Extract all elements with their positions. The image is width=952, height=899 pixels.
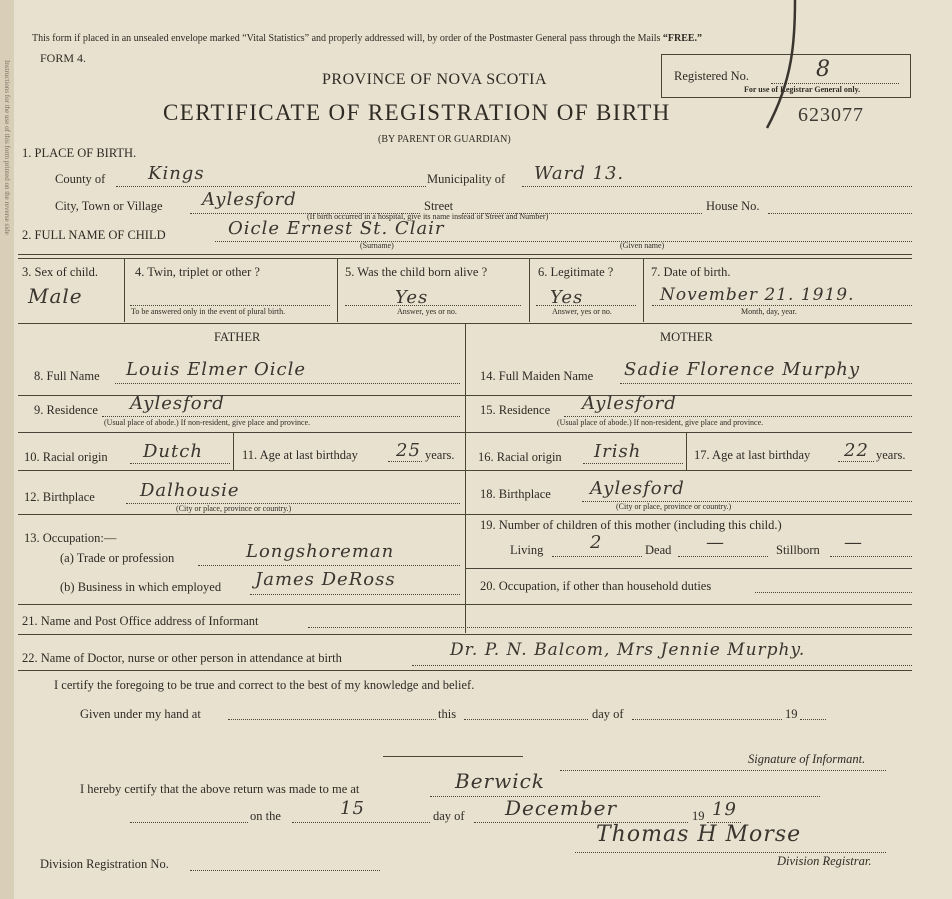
return-statement: I hereby certify that the above return was made to me at (80, 782, 360, 796)
side-instructions-text: Instructions for the use of this form printed on the reverse side (3, 60, 11, 235)
dead-label: Dead (645, 543, 672, 557)
dead-value: — (706, 532, 725, 553)
city-value: Aylesford (202, 189, 297, 210)
hospital-note: (If birth occurred in a hospital, give its name instead of Street and Number) (307, 212, 549, 221)
legitimate-note: Answer, yes or no. (552, 307, 612, 316)
division-registration-label: Division Registration No. (40, 857, 169, 871)
mother-occupation-label: 20. Occupation, if other than household duties (480, 579, 712, 593)
legitimate-label: 6. Legitimate ? (538, 265, 614, 279)
day-of-label: day of (592, 707, 624, 721)
twin-note: To be answered only in the event of plural birth. (131, 307, 286, 316)
stillborn-label: Stillborn (776, 543, 820, 557)
sex-value: Male (28, 284, 83, 308)
surname-note: (Surname) (360, 241, 394, 250)
province-title: PROVINCE OF NOVA SCOTIA (322, 71, 548, 88)
living-value: 2 (590, 532, 603, 553)
father-racial-label: 10. Racial origin (24, 450, 108, 464)
date-label: 7. Date of birth. (651, 265, 731, 279)
street-label: Street (424, 199, 454, 213)
stamped-number: 623077 (798, 104, 864, 126)
county-label: County of (55, 172, 106, 186)
municipality-label: Municipality of (427, 172, 506, 186)
alive-value: Yes (395, 287, 429, 308)
father-trade-label: (a) Trade or profession (60, 551, 175, 565)
child-name-label: 2. FULL NAME OF CHILD (22, 228, 166, 242)
father-business-label: (b) Business in which employed (60, 580, 222, 594)
registered-mark: 8 (816, 57, 831, 82)
father-trade-value: Longshoreman (246, 541, 395, 562)
mother-birthplace-value: Aylesford (590, 478, 685, 499)
doctor-label: 22. Name of Doctor, nurse or other person in attendance at birth (22, 651, 342, 665)
county-value: Kings (148, 163, 205, 184)
return-place-value: Berwick (455, 769, 545, 793)
mother-children-label: 19. Number of children of this mother (including this child.) (480, 518, 782, 532)
mother-birthplace-note: (City or place, province or country.) (616, 502, 732, 511)
father-age-value: 25 (396, 440, 421, 461)
return-day-value: 15 (340, 798, 365, 819)
mother-racial-label: 16. Racial origin (478, 450, 562, 464)
place-of-birth-label: 1. PLACE OF BIRTH. (22, 146, 137, 160)
father-birthplace-note: (City or place, province or country.) (176, 504, 292, 513)
mother-racial-value: Irish (594, 441, 642, 462)
signature-of-informant-label: Signature of Informant. (748, 752, 866, 766)
return-month-value: December (505, 796, 618, 820)
registrar-signature: Thomas H Morse (596, 822, 802, 847)
mother-age-label: 17. Age at last birthday (694, 448, 811, 462)
mother-residence-value: Aylesford (582, 393, 677, 414)
date-value: November 21. 1919. (660, 285, 855, 305)
city-label: City, Town or Village (55, 199, 163, 213)
living-label: Living (510, 543, 544, 557)
certificate-title: CERTIFICATE OF REGISTRATION OF BIRTH (163, 100, 671, 125)
father-birthplace-value: Dalhousie (140, 480, 240, 501)
registered-note: For use of Registrar General only. (744, 85, 861, 94)
father-age-label: 11. Age at last birthday (242, 448, 358, 462)
division-registrar-label: Division Registrar. (777, 854, 872, 868)
certificate-subtitle: (BY PARENT OR GUARDIAN) (378, 134, 511, 145)
father-residence-note: (Usual place of abode.) If non-resident, give place and province. (104, 418, 311, 427)
father-heading: FATHER (214, 330, 261, 344)
child-name-value: Oicle Ernest St. Clair (228, 218, 445, 239)
municipality-value: Ward 13. (534, 163, 625, 184)
on-the-label: on the (250, 809, 281, 823)
father-name-value: Louis Elmer Oicle (126, 359, 307, 380)
informant-label: 21. Name and Post Office address of Informant (22, 614, 259, 628)
alive-note: Answer, yes or no. (397, 307, 457, 316)
father-business-value: James DeRoss (255, 569, 396, 590)
date-note: Month, day, year. (741, 307, 797, 316)
return-day-of-label: day of (433, 809, 465, 823)
mother-heading: MOTHER (660, 330, 713, 344)
legitimate-value: Yes (550, 287, 584, 308)
return-year-value: 19 (712, 799, 737, 820)
given-name-note: (Given name) (620, 241, 665, 250)
twin-label: 4. Twin, triplet or other ? (135, 265, 260, 279)
stillborn-value: — (844, 532, 863, 553)
father-racial-value: Dutch (143, 441, 203, 462)
mail-notice: This form if placed in an unsealed envelope marked “Vital Statistics” and properly addressed will, by order of the Postmaster General pass through the Mails “FREE.” (32, 33, 703, 44)
father-name-label: 8. Full Name (34, 369, 100, 383)
mother-age-value: 22 (844, 440, 869, 461)
father-birthplace-label: 12. Birthplace (24, 490, 95, 504)
mother-years: years. (876, 448, 906, 462)
father-residence-label: 9. Residence (34, 403, 98, 417)
year-prefix: 19 (785, 707, 798, 721)
mother-birthplace-label: 18. Birthplace (480, 487, 551, 501)
house-label: House No. (706, 199, 760, 213)
doctor-value: Dr. P. N. Balcom, Mrs Jennie Murphy. (450, 640, 806, 660)
father-years: years. (425, 448, 455, 462)
registered-label: Registered No. (674, 69, 749, 83)
form-number: FORM 4. (40, 51, 87, 65)
mother-name-value: Sadie Florence Murphy (624, 359, 861, 380)
mother-residence-label: 15. Residence (480, 403, 551, 417)
mother-residence-note: (Usual place of abode.) If non-resident, give place and province. (557, 418, 764, 427)
given-label: Given under my hand at (80, 707, 201, 721)
sex-label: 3. Sex of child. (22, 265, 99, 279)
alive-label: 5. Was the child born alive ? (345, 265, 488, 279)
father-residence-value: Aylesford (130, 393, 225, 414)
mother-name-label: 14. Full Maiden Name (480, 369, 594, 383)
certify-statement: I certify the foregoing to be true and correct to the best of my knowledge and belief. (54, 678, 475, 692)
this-label: this (438, 707, 457, 721)
father-occupation-label: 13. Occupation:— (24, 531, 117, 545)
return-year-prefix: 19 (692, 809, 705, 823)
